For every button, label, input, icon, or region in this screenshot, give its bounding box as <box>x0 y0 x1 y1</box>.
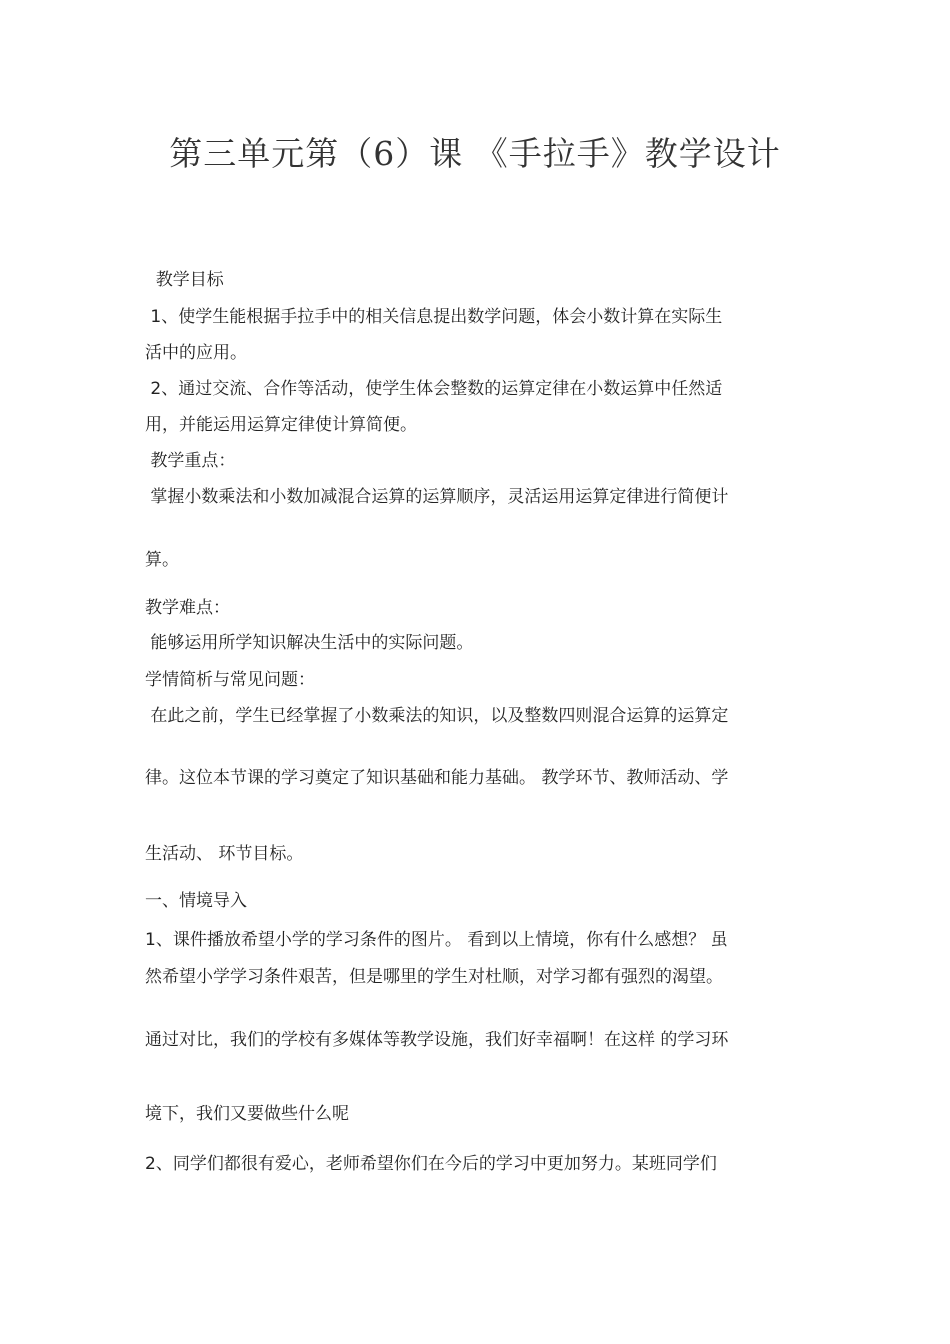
paragraph-line: 境下，我们又要做些什么呢 <box>145 1104 349 1124</box>
paragraph-line: 2、同学们都很有爱心，老师希望你们在今后的学习中更加努力。某班同学们 <box>145 1154 717 1174</box>
paragraph-line: 律。这位本节课的学习奠定了知识基础和能力基础。 教学环节、教师活动、学 <box>145 768 729 788</box>
paragraph-line: 2、通过交流、合作等活动，使学生体会整数的运算定律在小数运算中任然适 <box>145 379 723 399</box>
paragraph-line-heading-key-points: 教学重点： <box>145 451 236 471</box>
paragraph-line: 活中的应用。 <box>145 343 247 363</box>
paragraph-line-heading-intro: 一、情境导入 <box>145 891 247 911</box>
paragraph-line-heading-difficulties: 教学难点： <box>145 598 230 618</box>
paragraph-line-heading-analysis: 学情简析与常见问题： <box>145 670 315 690</box>
paragraph-line: 用，并能运用运算定律使计算简便。 <box>145 415 417 435</box>
paragraph-line-heading-goals: 教学目标 <box>145 270 224 290</box>
document-title: 第三单元第（6）课 《手拉手》教学设计 <box>169 134 781 173</box>
paragraph-line: 掌握小数乘法和小数加减混合运算的运算顺序，灵活运用运算定律进行简便计 <box>145 487 729 507</box>
paragraph-line: 1、课件播放希望小学的学习条件的图片。 看到以上情境，你有什么感想？ 虽 <box>145 930 728 950</box>
paragraph-line: 通过对比，我们的学校有多媒体等教学设施，我们好幸福啊！在这样 的学习环 <box>145 1030 729 1050</box>
paragraph-line: 然希望小学学习条件艰苦，但是哪里的学生对杜顺，对学习都有强烈的渴望。 <box>145 967 723 987</box>
paragraph-line: 生活动、 环节目标。 <box>145 844 304 864</box>
paragraph-line: 在此之前，学生已经掌握了小数乘法的知识，以及整数四则混合运算的运算定 <box>145 706 729 726</box>
paragraph-line: 能够运用所学知识解决生活中的实际问题。 <box>145 633 474 653</box>
paragraph-line: 算。 <box>145 550 179 570</box>
paragraph-line: 1、使学生能根据手拉手中的相关信息提出数学问题，体会小数计算在实际生 <box>145 307 723 327</box>
